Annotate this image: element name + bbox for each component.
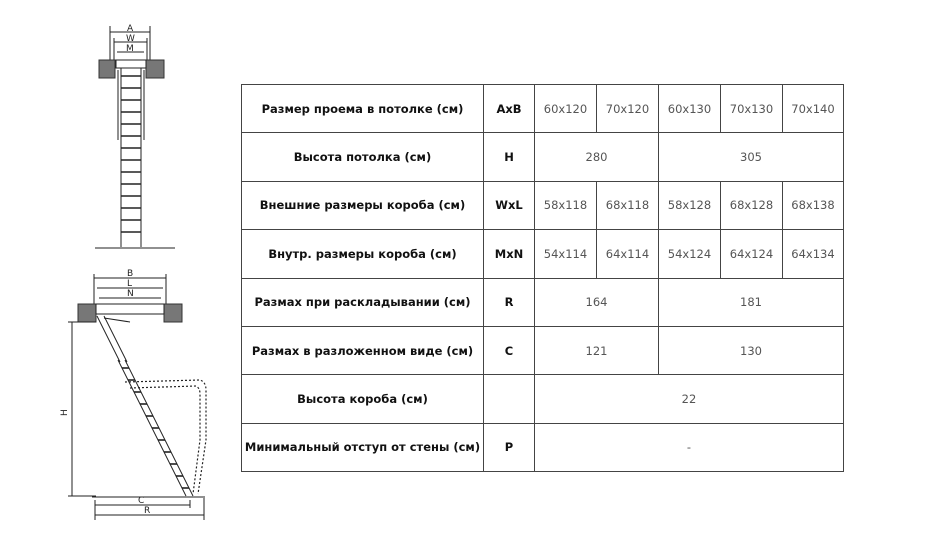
table-row [242,375,844,423]
dim-label-c: C [138,496,145,506]
row-label: Размах в разложенном виде (см) [242,326,484,374]
row-label: Размах при раскладывании (см) [242,278,484,326]
dim-label-w: W [126,34,135,44]
value-cell: 54x124 [659,230,721,278]
row-symbol: P [484,423,535,471]
value-cell: 54x114 [535,230,597,278]
row-label: Высота короба (см) [242,375,484,423]
dim-label-h: H [60,409,70,416]
value-cell: 70x130 [721,85,783,133]
specifications-table [241,84,844,472]
row-label: Минимальный отступ от стены (см) [242,423,484,471]
row-label: Внутр. размеры короба (см) [242,230,484,278]
value-cell: 68x128 [721,181,783,229]
value-cell: 60x130 [659,85,721,133]
dim-label-b: B [127,269,134,279]
value-cell: 58x128 [659,181,721,229]
dim-label-r: R [144,506,151,516]
value-cell: 305 [659,133,844,181]
value-cell: 22 [535,375,844,423]
value-cell: 64x114 [597,230,659,278]
row-symbol: R [484,278,535,326]
folded-ladder-diagram [95,26,175,248]
value-cell: 164 [535,278,659,326]
value-cell: 60x120 [535,85,597,133]
table-row [242,133,844,181]
row-symbol: MxN [484,230,535,278]
row-label: Размер проема в потолке (см) [242,85,484,133]
table-row [242,278,844,326]
value-cell: 130 [659,326,844,374]
table-row [242,230,844,278]
value-cell: 58x118 [535,181,597,229]
value-cell: 121 [535,326,659,374]
table-row [242,423,844,471]
value-cell: 64x124 [721,230,783,278]
unfolded-ladder-diagram [68,274,205,520]
dim-label-a: A [127,24,134,34]
table-row [242,85,844,133]
row-label: Внешние размеры короба (см) [242,181,484,229]
ladder-diagrams [0,0,240,539]
dim-label-l: L [127,279,133,289]
value-cell: 280 [535,133,659,181]
table-row [242,326,844,374]
value-cell: - [535,423,844,471]
value-cell: 68x118 [597,181,659,229]
value-cell: 181 [659,278,844,326]
row-symbol: AxB [484,85,535,133]
row-label: Высота потолка (см) [242,133,484,181]
value-cell: 70x140 [783,85,844,133]
dim-label-n: N [127,289,134,299]
value-cell: 68x138 [783,181,844,229]
row-symbol [484,375,535,423]
ladder-diagram-svg [0,0,240,539]
value-cell: 64x134 [783,230,844,278]
row-symbol: C [484,326,535,374]
folding-path-dotted [125,380,206,494]
dim-label-m: M [126,44,134,54]
row-symbol: WxL [484,181,535,229]
value-cell: 70x120 [597,85,659,133]
table-row [242,181,844,229]
row-symbol: H [484,133,535,181]
